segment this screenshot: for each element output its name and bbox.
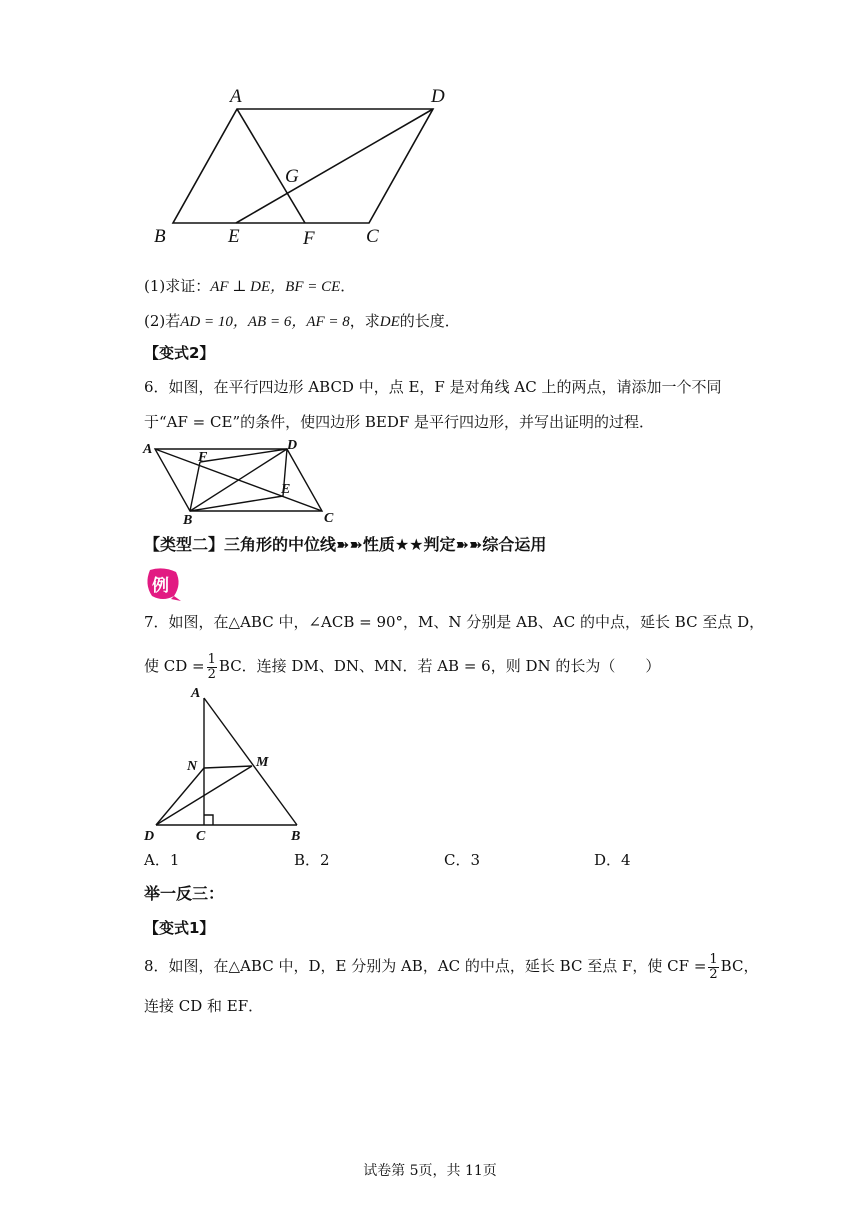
label-a: A bbox=[191, 686, 201, 701]
figure-parallelogram-abcd bbox=[140, 80, 480, 250]
label-e: E bbox=[228, 226, 240, 247]
label-b: B bbox=[291, 829, 301, 844]
label-c: C bbox=[366, 226, 379, 247]
q5-part1: (1)求证：AF ⊥ DE，BF = CE． bbox=[144, 277, 356, 295]
q8-line1: 8．如图，在△ABC 中，D，E 分别为 AB，AC 的中点，延长 BC 至点 F，使 CF = $\frac{1}{2}$ BC， bbox=[144, 951, 759, 982]
label-c: C bbox=[196, 829, 206, 844]
label-b: B bbox=[183, 513, 193, 528]
label-b: B bbox=[154, 226, 166, 247]
label-c: C bbox=[324, 511, 334, 526]
example-badge-text: 例 bbox=[152, 576, 169, 596]
q6-line2: 于“AF = CE”的条件，使四边形 BEDF 是平行四边形，并写出证明的过程． bbox=[144, 413, 655, 431]
q7-option-c[interactable]: C．3 bbox=[444, 851, 481, 869]
variant2-heading: 【变式2】 bbox=[144, 344, 215, 362]
label-a: A bbox=[143, 442, 153, 457]
label-d: D bbox=[144, 829, 155, 844]
q7-line2: 使 CD = $\frac{1}{2}$ BC．连接 DM、DN、MN．若 AB = 6，则 DN 的长为（ ） bbox=[144, 651, 661, 682]
label-m: M bbox=[256, 755, 269, 770]
q8-line2: 连接 CD 和 EF． bbox=[144, 997, 264, 1015]
q6-line1: 6．如图，在平行四边形 ABCD 中，点 E，F 是对角线 AC 上的两点，请添加一个不同 bbox=[144, 378, 722, 396]
q7-option-b[interactable]: B．2 bbox=[294, 851, 330, 869]
label-f: F bbox=[198, 450, 208, 465]
label-n: N bbox=[187, 759, 198, 774]
fraction-one-half: $\frac{1}{2}$ bbox=[207, 651, 216, 682]
q5-part2: (2)若AD = 10，AB = 6，AF = 8，求DE的长度． bbox=[144, 312, 460, 330]
label-g: G bbox=[285, 166, 299, 187]
figure-parallelogram-bedf bbox=[140, 436, 350, 528]
label-d: D bbox=[431, 86, 445, 107]
fraction-one-half: $\frac{1}{2}$ bbox=[709, 951, 718, 982]
label-f: F bbox=[303, 228, 315, 249]
variant1-heading: 【变式1】 bbox=[144, 919, 215, 937]
q7-line1: 7．如图，在△ABC 中，∠ACB = 90°，M、N 分别是 AB、AC 的中点，延长 BC 至点 D， bbox=[144, 613, 765, 631]
page-footer: 试卷第 5页，共 11页 bbox=[363, 1163, 497, 1179]
figure-right-triangle-abc bbox=[140, 682, 320, 844]
label-d: D bbox=[287, 438, 298, 453]
practice-heading: 举一反三： bbox=[144, 884, 225, 903]
label-a: A bbox=[230, 86, 242, 107]
q7-option-d[interactable]: D．4 bbox=[594, 851, 631, 869]
section-type2-heading: 【类型二】三角形的中位线➽➽性质★★判定➽➽综合运用 bbox=[144, 535, 547, 554]
example-badge-icon bbox=[144, 566, 182, 602]
q7-option-a[interactable]: A．1 bbox=[144, 851, 180, 869]
label-e: E bbox=[281, 482, 291, 497]
